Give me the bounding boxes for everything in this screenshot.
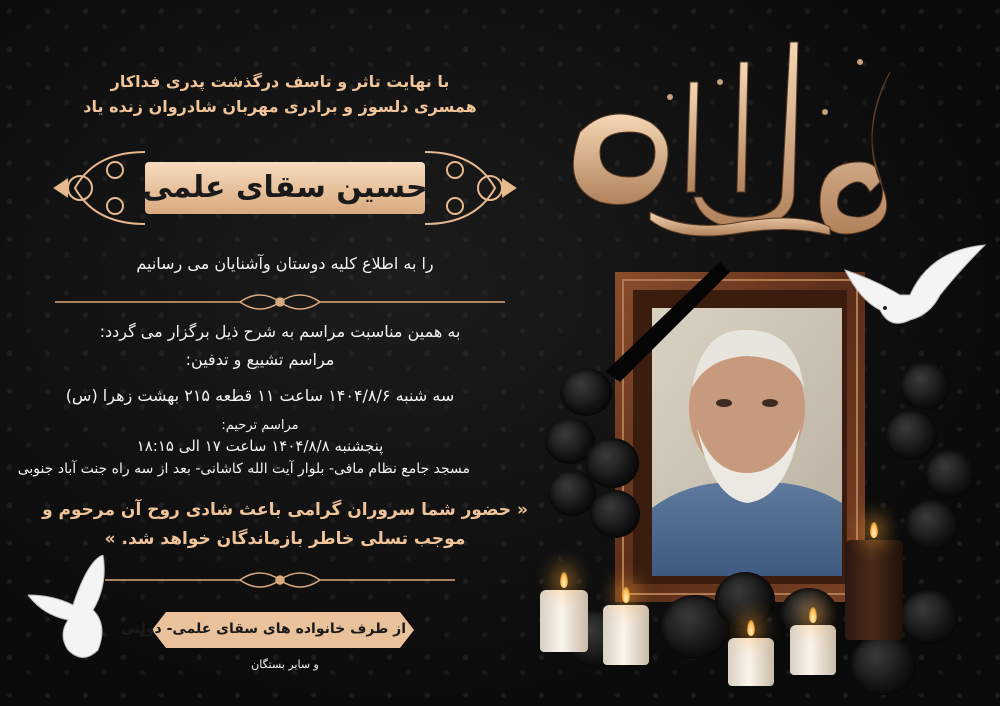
black-rose-icon [905,500,959,550]
black-rose-icon [585,438,639,488]
flame-icon [560,572,568,588]
flame-icon [747,620,755,636]
memorial-time: پنجشنبه ۱۴۰۴/۸/۸ ساعت ۱۷ الی ۱۸:۱۵ [136,437,384,455]
closing-line-2: موجب تسلی خاطر بازماندگان خواهد شد. » [104,529,466,549]
black-rose-icon [548,470,596,516]
closing-line-1: « حضور شما سروران گرامی باعث شادی روح آن مرحوم و [42,500,528,520]
deceased-name: حسین سقای علمی [142,170,428,205]
memorial-place: مسجد جامع نظام مافی- بلوار آیت الله کاشانی- بعد از سه راه جنت آباد جنوبی [17,461,470,477]
candle-icon [790,625,836,675]
funeral-title: مراسم تشییع و تدفین: [185,350,335,369]
intro-line-1: با نهایت تاثر و تاسف درگذشت پدری فداکار [110,72,450,91]
black-rose-icon [590,490,640,538]
candle-icon [728,638,774,686]
flame-icon [809,607,817,623]
memorial-title: مراسم ترحیم: [221,418,299,433]
candle-icon [845,540,903,640]
flame-icon [870,522,878,538]
black-rose-icon [850,635,916,695]
candle-icon [603,605,649,665]
dove-icon [840,240,990,340]
funeral-details: سه شنبه ۱۴۰۴/۸/۶ ساعت ۱۱ قطعه ۲۱۵ بهشت زهرا (س) [65,386,455,405]
ornament-divider [45,288,515,316]
black-rose-icon [900,362,950,410]
black-rose-icon [885,410,937,460]
black-rose-icon [715,572,775,628]
family-signature: از طرف خانواده های سقای علمی- دولتی [120,621,406,637]
calligraphy-logo [560,22,940,252]
mourning-ribbon-icon [600,262,730,382]
black-rose-icon [560,368,612,416]
candle-icon [540,590,588,652]
ceremony-intro: به همین مناسبت مراسم به شرح ذیل برگزار می گردد: [99,322,461,341]
other-relatives: و سایر بستگان [251,658,319,671]
flame-icon [622,587,630,603]
dove-icon [28,555,123,665]
announce-text: را به اطلاع کلیه دوستان وآشنایان می رسانیم [136,254,434,273]
black-rose-icon [925,450,975,498]
black-rose-icon [900,590,958,644]
intro-line-2: همسری دلسوز و برادری مهربان شادروان زنده یاد [83,97,477,116]
